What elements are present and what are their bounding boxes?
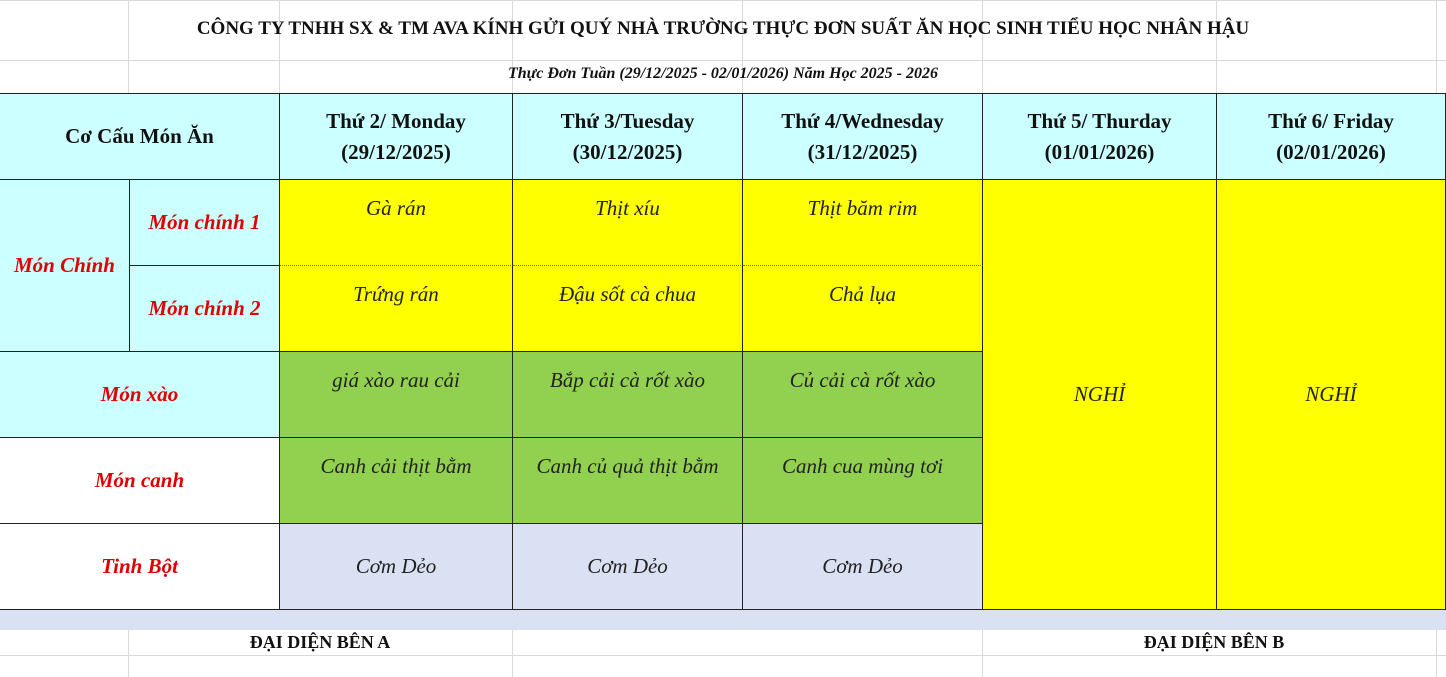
- menu-cell-main2-tuesday: Đậu sốt cà chua: [513, 266, 743, 352]
- day-date: (30/12/2025): [572, 139, 683, 164]
- stir-fry-label: Món xào: [0, 352, 280, 438]
- menu-cell-main1-tuesday: Thịt xíu: [513, 180, 743, 266]
- menu-cell-soup-wednesday: Canh cua mùng tơi: [743, 438, 983, 524]
- gridline: [0, 60, 1446, 61]
- gridline: [0, 0, 1446, 1]
- holiday-friday: NGHỈ: [1217, 180, 1446, 610]
- day-header-thursday: [983, 94, 1217, 180]
- structure-header-cell: [0, 94, 280, 180]
- holiday-thursday: NGHỈ: [983, 180, 1217, 610]
- representative-a: ĐẠI DIỆN BÊN A: [249, 632, 391, 652]
- main-dish-2-label: Món chính 2: [130, 266, 280, 352]
- day-date: (31/12/2025): [807, 139, 918, 164]
- separator-band: [0, 610, 1446, 630]
- menu-cell-soup-tuesday: Canh củ quả thịt bằm: [513, 438, 743, 524]
- day-name: Thứ 2/ Monday: [326, 108, 466, 133]
- menu-cell-stirfry-monday: giá xào rau cải: [280, 352, 513, 438]
- menu-cell-soup-monday: Canh cải thịt bằm: [280, 438, 513, 524]
- soup-label: Món canh: [0, 438, 280, 524]
- day-name: Thứ 5/ Thurday: [1027, 108, 1172, 133]
- document-subtitle: Thực Đơn Tuần (29/12/2025 - 02/01/2026) Năm Học 2025 - 2026: [507, 65, 938, 82]
- menu-cell-stirfry-wednesday: Củ cải cà rốt xào: [743, 352, 983, 438]
- structure-header: Cơ Cấu Món Ăn: [65, 124, 214, 148]
- day-header-monday: [280, 94, 513, 180]
- menu-cell-main1-wednesday: Thịt băm rim: [743, 180, 983, 266]
- day-name: Thứ 4/Wednesday: [781, 108, 944, 133]
- day-date: (29/12/2025): [341, 139, 451, 164]
- document-title: CÔNG TY TNHH SX & TM AVA KÍNH GỬI QUÝ NHÀ TRƯỜNG THỰC ĐƠN SUẤT ĂN HỌC SINH TIỂU HỌC NHÂN HẬU: [196, 18, 1250, 39]
- day-name: Thứ 3/Tuesday: [560, 108, 695, 133]
- menu-cell-starch-tuesday: Cơm Dẻo: [513, 524, 743, 610]
- menu-cell-starch-monday: Cơm Dẻo: [280, 524, 513, 610]
- starch-label: Tinh Bột: [0, 524, 280, 610]
- main-dish-1-label: Món chính 1: [130, 180, 280, 266]
- day-date: (01/01/2026): [1044, 139, 1155, 164]
- day-header-wednesday: [743, 94, 983, 180]
- day-header-friday: [1217, 94, 1446, 180]
- day-name: Thứ 6/ Friday: [1268, 108, 1394, 133]
- menu-cell-starch-wednesday: Cơm Dẻo: [743, 524, 983, 610]
- menu-cell-main2-wednesday: Chả lụa: [743, 266, 983, 352]
- gridline: [512, 630, 513, 677]
- main-dish-group-label: Món Chính: [0, 180, 130, 352]
- menu-cell-stirfry-tuesday: Bắp cải cà rốt xào: [513, 352, 743, 438]
- day-header-tuesday: [513, 94, 743, 180]
- menu-cell-main2-monday: Trứng rán: [280, 266, 513, 352]
- day-date: (02/01/2026): [1276, 139, 1386, 164]
- menu-cell-main1-monday: Gà rán: [280, 180, 513, 266]
- gridline: [0, 655, 1446, 656]
- representative-b: ĐẠI DIỆN BÊN B: [1143, 632, 1285, 652]
